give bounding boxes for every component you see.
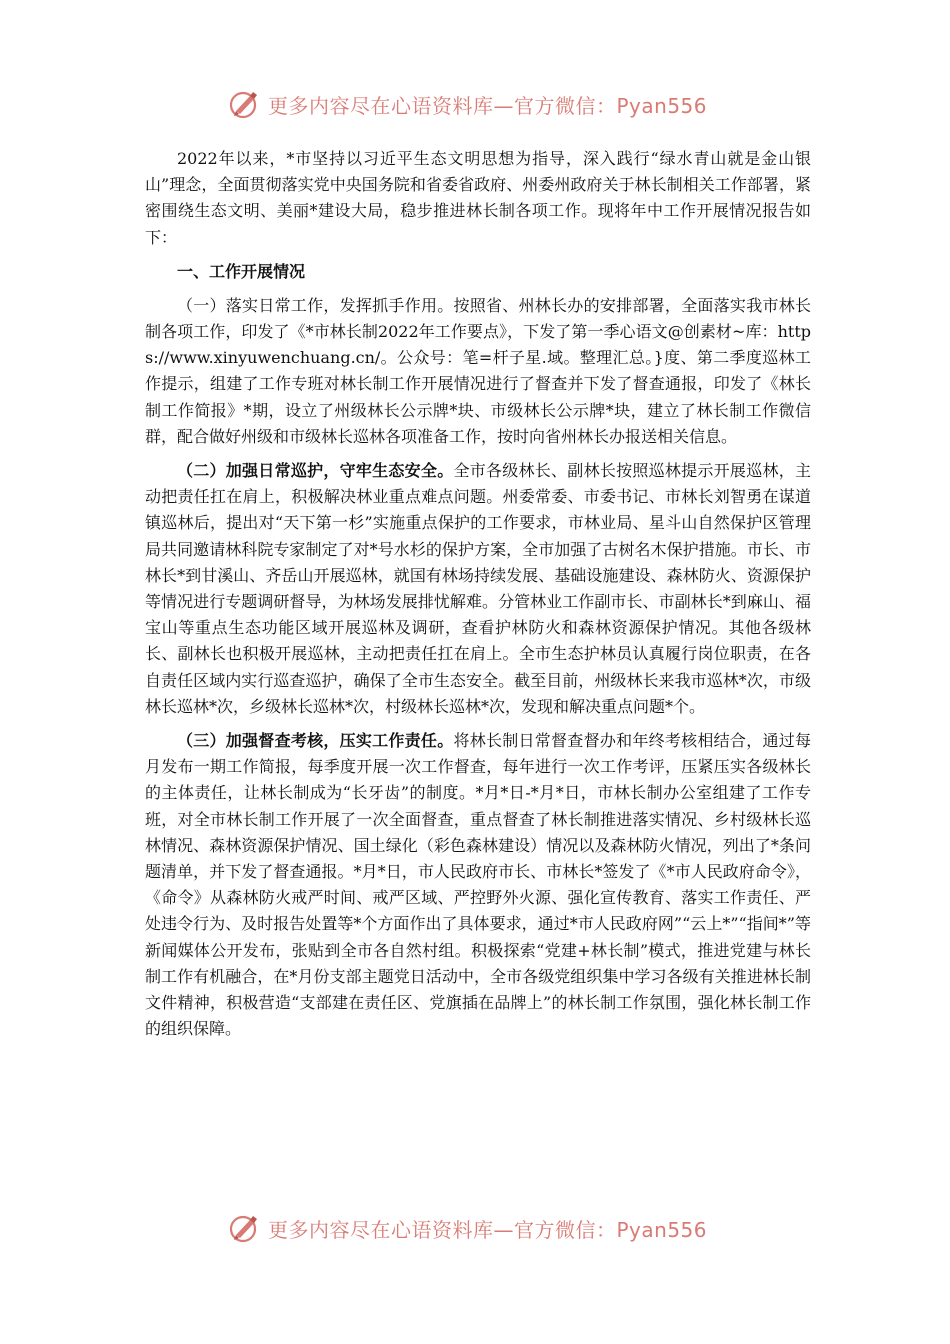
pen-logo-icon <box>228 87 262 121</box>
pen-logo-icon <box>228 1211 262 1245</box>
item-2-body: 全市各级林长、副林长按照巡林提示开展巡林，主动把责任扛在肩上，积极解决林业重点难点问题。州委常委、市委书记、市林长刘智勇在谋道镇巡林后，提出对“天下第一杉”实施重点保护的工作要求，市林业局、星斗山自然保护区管理局共同邀请林科院专家制定了对*号水杉的保护方案，全市加强了古树名木保护措施。市长、市林长*到甘溪山、齐岳山开展巡林，就国有林场持续发展、基础设施建设、森林防火、资源保护等情况进行专题调研督导，为林场发展排忧解难。分管林业工作副市长、市副林长*到麻山、福宝山等重点生态功能区域开展巡林及调研，查看护林防火和森林资源保护情况。其他各级林长、副林长也积极开展巡林，主动把责任扛在肩上。全市生态护林员认真履行岗位职责，在各自责任区域内实行巡查巡护，确保了全市生态安全。截至目前，州级林长来我市巡林*次，市级林长巡林*次，乡级林长巡林*次，村级林长巡林*次，发现和解决重点问题*个。 <box>145 461 811 716</box>
item-3-body: 将林长制日常督查督办和年终考核相结合，通过每月发布一期工作简报，每季度开展一次工作督查，每年进行一次工作考评，压紧压实各级林长的主体责任，让林长制成为“长牙齿”的制度。*月*日-*月*日，市林长制办公室组建了工作专班，对全市林长制工作开展了一次全面督查，重点督查了林长制推进落实情况、乡村级林长巡林情况、森林资源保护情况、国土绿化（彩色森林建设）情况以及森林防火情况，列出了*条问题清单，并下发了督查通报。*月*日，市人民政府市长、市林长*签发了《*市人民政府命令》，《命令》从森林防火戒严时间、戒严区域、严控野外火源、强化宣传教育、落实工作责任、严处违令行为、及时报告处置等*个方面作出了具体要求，通过*市人民政府网”“云上*”“指间*”等新闻媒体公开发布，张贴到全市各自然村组。积极探索“党建+林长制”模式，推进党建与林长制工作有机融合，在*月份支部主题党日活动中，全市各级党组织集中学习各级有关推进林长制文件精神，积极营造“支部建在责任区、党旗插在品牌上”的林长制工作氛围，强化林长制工作的组织保障。 <box>145 731 811 1039</box>
intro-paragraph: 2022年以来，*市坚持以习近平生态文明思想为指导，深入践行“绿水青山就是金山银山”理念，全面贯彻落实党中央国务院和省委省政府、州委州政府关于林长制相关工作部署，紧密围绕生态文明、美丽*建设大局，稳步推进林长制各项工作。现将年中工作开展情况报告如下： <box>145 149 811 247</box>
item-2-lead: （二）加强日常巡护，守牢生态安全。 <box>177 461 454 481</box>
item-1-paragraph: （一）落实日常工作，发挥抓手作用。按照省、州林长办的安排部署，全面落实我市林长制各项工作，印发了《*市林长制2022年工作要点》，下发了第一季心语文@创素材~库：https://www.xinyuwenchuang.cn/。公众号：笔=杆子星.域。整理汇总。}度、第二季度巡林工作提示，组建了工作专班对林长制工作开展情况进行了督查并下发了督查通报，印发了《林长制工作简报》*期，设立了州级林长公示牌*块、市级林长公示牌*块，建立了林长制工作微信群，配合做好州级和市级林长巡林各项准备工作，按时向省州林长办报送相关信息。 <box>145 295 811 446</box>
header-watermark <box>228 84 748 124</box>
item-2-paragraph <box>145 458 811 720</box>
item-3-lead: （三）加强督查考核，压实工作责任。 <box>177 731 454 751</box>
footer-watermark <box>228 1208 748 1248</box>
watermark-text: 更多内容尽在心语资料库—官方微信：Pyan556 <box>268 93 708 118</box>
document-body <box>145 146 811 1051</box>
watermark-text: 更多内容尽在心语资料库—官方微信：Pyan556 <box>268 1217 708 1242</box>
item-3-paragraph <box>145 728 811 1042</box>
section-heading: 一、工作开展情况 <box>177 261 306 281</box>
